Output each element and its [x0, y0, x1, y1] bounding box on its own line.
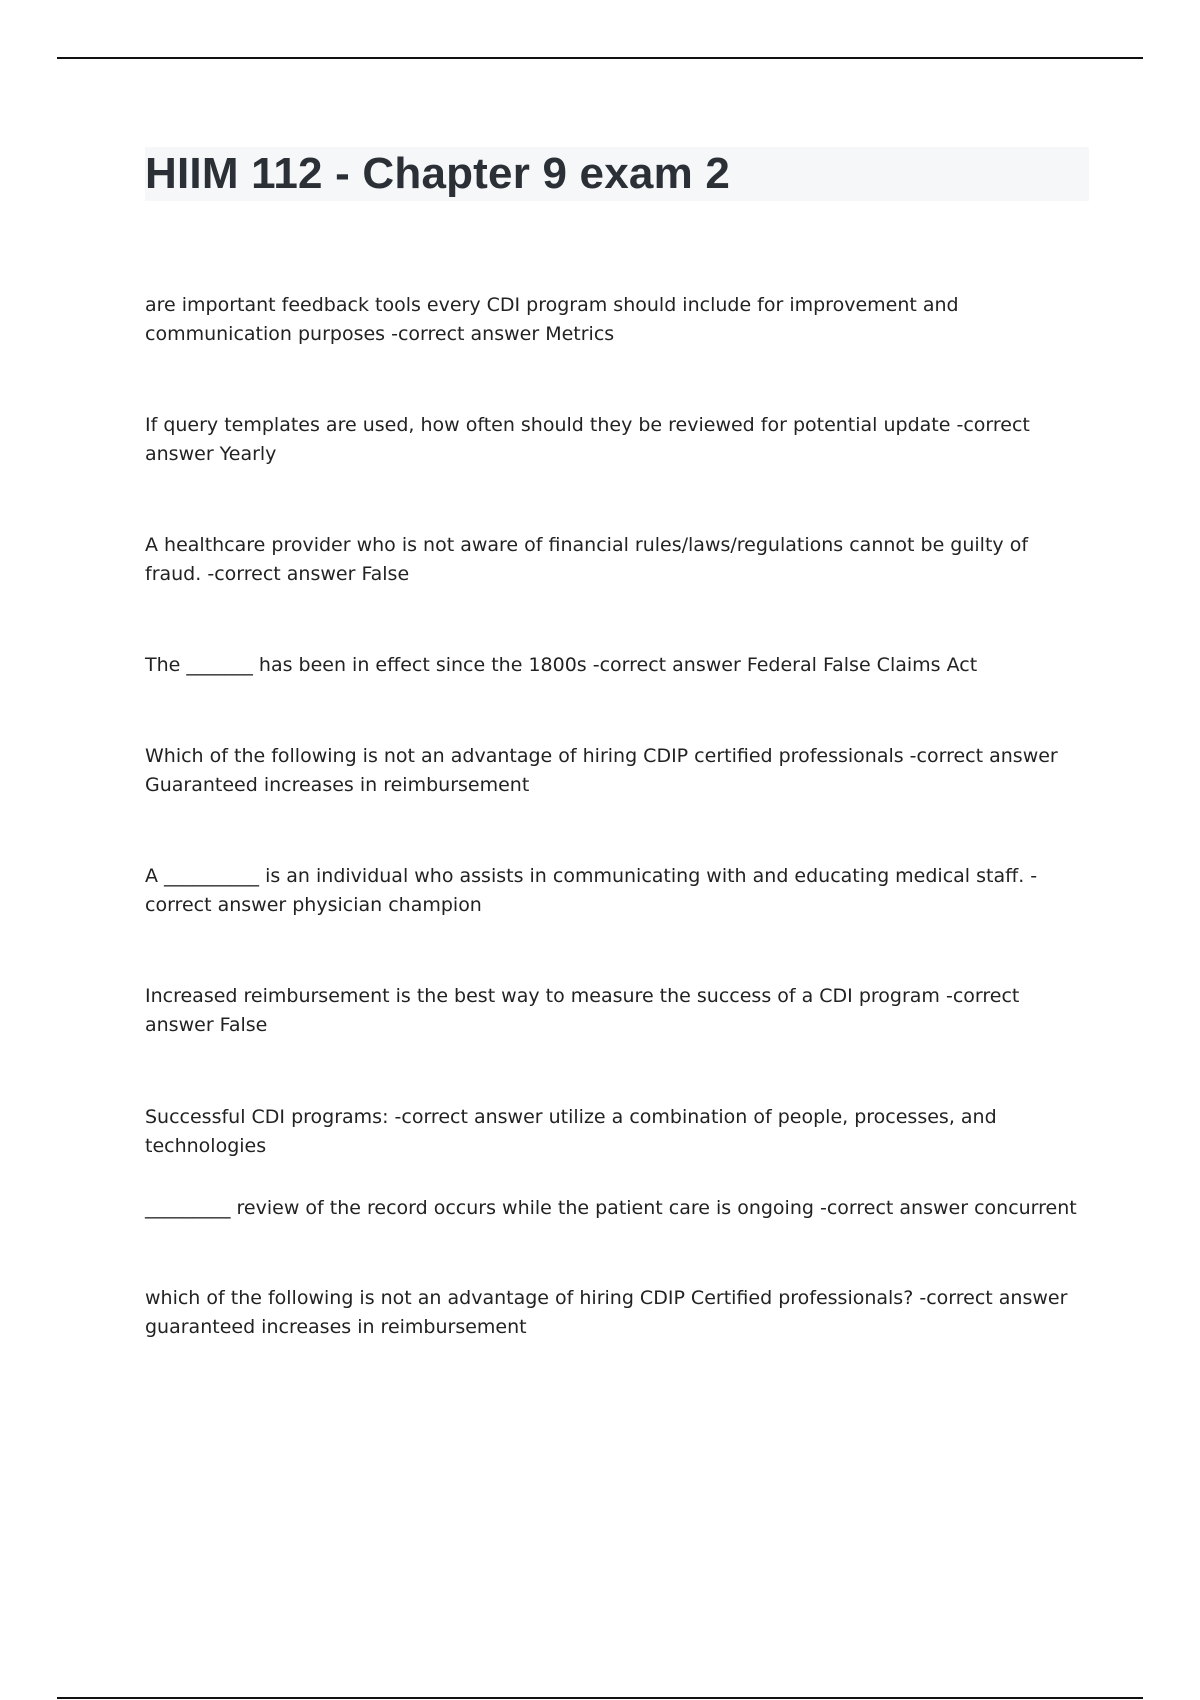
answer-separator: -correct answer: [201, 563, 362, 585]
answer-text: Federal False Claims Act: [746, 654, 978, 676]
question-text: are important feedback tools every CDI program should include for improvement and communication purposes: [145, 294, 959, 345]
answer-separator: -correct answer: [145, 985, 1020, 1036]
question-text: Which of the following is not an advantage of hiring CDIP certified professionals: [145, 745, 904, 767]
answer-separator: -correct answer: [145, 865, 1038, 916]
answer-text: concurrent: [974, 1197, 1077, 1219]
qa-item: [145, 651, 1085, 680]
answer-separator: -correct answer: [145, 414, 1030, 465]
question-text: Increased reimbursement is the best way to measure the success of a CDI program: [145, 985, 940, 1007]
question-text: A __________ is an individual who assists in communicating with and educating medical staff.: [145, 865, 1025, 887]
answer-separator: -correct answer: [903, 745, 1058, 767]
question-text: _________ review of the record occurs while the patient care is ongoing: [145, 1197, 814, 1219]
question-text: which of the following is not an advantage of hiring CDIP Certified professionals?: [145, 1287, 914, 1309]
qa-item: [145, 1103, 1085, 1161]
question-text: Successful CDI programs:: [145, 1106, 389, 1128]
answer-text: Guaranteed increases in reimbursement: [145, 774, 530, 796]
qa-item: [145, 1194, 1085, 1223]
qa-item: [145, 862, 1085, 920]
answer-separator: -correct answer: [586, 654, 747, 676]
bottom-rule: [57, 1697, 1143, 1699]
answer-separator: -correct answer: [913, 1287, 1068, 1309]
answer-text: guaranteed increases in reimbursement: [145, 1316, 527, 1338]
answer-text: physician champion: [292, 894, 482, 916]
answer-text: False: [361, 563, 410, 585]
answer-text: Metrics: [545, 323, 615, 345]
qa-item: [145, 291, 1085, 349]
answer-separator: -correct answer: [813, 1197, 975, 1219]
answer-text: Yearly: [219, 443, 277, 465]
top-rule: [57, 57, 1143, 59]
answer-text: utilize a combination of people, processes, and technologies: [145, 1106, 997, 1157]
answer-separator: -correct answer: [388, 1106, 549, 1128]
qa-item: [145, 742, 1085, 800]
answer-text: False: [219, 1014, 268, 1036]
qa-item: [145, 531, 1085, 589]
document-title: HIIM 112 - Chapter 9 exam 2: [145, 149, 730, 198]
question-text: A healthcare provider who is not aware of financial rules/laws/regulations cannot be guilty of fraud.: [145, 534, 1029, 585]
question-text: The _______ has been in effect since the 1800s: [145, 654, 587, 676]
qa-item: [145, 982, 1085, 1040]
question-text: If query templates are used, how often should they be reviewed for potential update: [145, 414, 951, 436]
qa-item: [145, 1284, 1085, 1342]
answer-separator: -correct answer: [385, 323, 546, 345]
qa-item: [145, 411, 1085, 469]
